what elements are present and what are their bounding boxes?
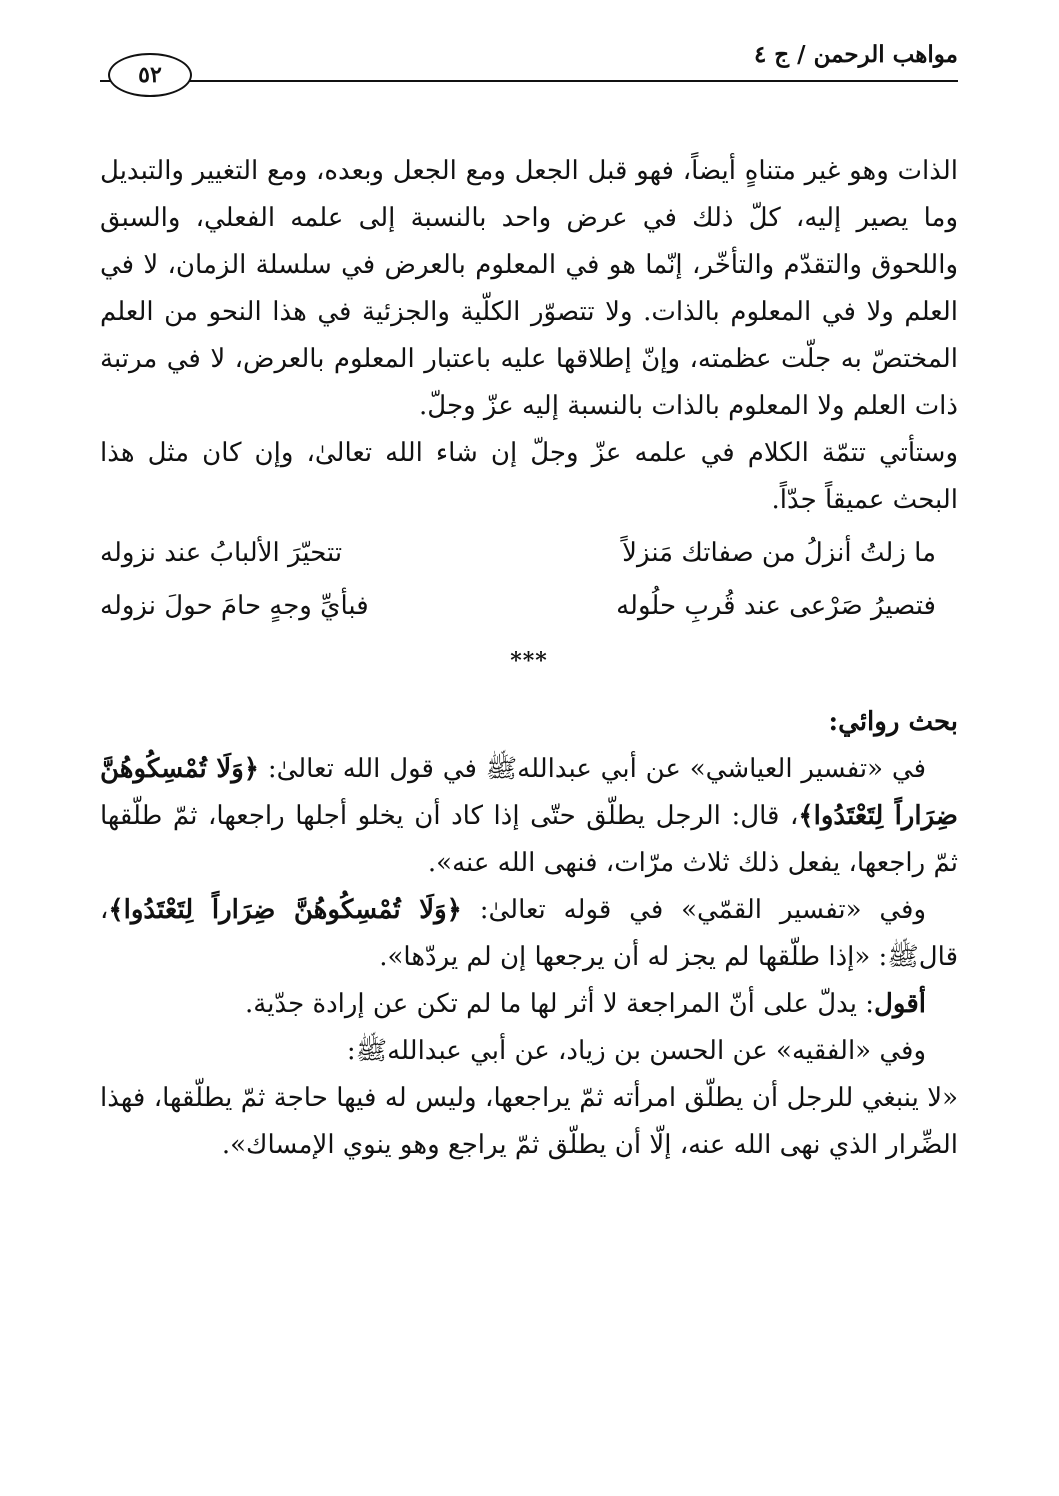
section-title: بحث روائي: [828,707,958,737]
honorific-symbol: ﷺ [485,754,518,784]
body-text [100,148,958,1169]
poem-hemistich-left: فبأيِّ وجهٍ حامَ حولَ نزوله [100,591,369,621]
page-header [100,35,958,88]
running-head: مواهب الرحمن / ج ٤ [753,41,958,68]
comment-text: : يدلّ على أنّ المراجعة لا أثر لها ما لم تكن عن إرادة جدّية. [245,989,875,1019]
poem-line-2 [100,583,958,630]
poem-line-1 [100,530,958,577]
paragraph-2: وستأتي تتمّة الكلام في علمه عزّ وجلّ إن شاء الله تعالىٰ، وإن كان مثل هذا البحث عميقاً جدّاً. [100,438,958,515]
quran-verse: ﴿وَلَا تُمْسِكُوهُنَّ ضِرَاراً لِتَعْتَدُوا﴾ [100,754,959,831]
honorific-symbol: ﷺ [355,1036,388,1066]
poem-hemistich-right: فتصيرُ صَرْعى عند قُربِ حلُوله [616,591,936,621]
narration-2-intro: وفي «تفسير القمّي» في قوله تعالىٰ: [461,895,926,925]
paragraph-1: الذات وهو غير متناهٍ أيضاً، فهو قبل الجعل ومع الجعل وبعده، ومع التغيير والتبديل وما يصير إليه، كلّ ذلك في عرض واحد بالنسبة إلى علمه الفعلي، والسبق واللحوق والتقدّم والتأخّر، إنّما هو في المعلوم بالعرض في سلسلة الزمان، لا في العلم ولا في المعلوم بالذات. ولا تتصوّر الكلّية والجزئية في هذا النحو من العلم المختصّ به جلّت عظمته، وإنّ إطلاقها عليه باعتبار المعلوم بالعرض، لا في مرتبة ذات العلم ولا المعلوم بالذات بالنسبة إليه عزّ وجلّ. [100,156,958,421]
poem-hemistich-right: ما زلتُ أنزلُ من صفاتك مَنزلاً [622,538,936,568]
header-rule [100,80,958,82]
narration-3-intro: وفي «الفقيه» عن الحسن بن زياد، عن أبي عبدالله [387,1036,926,1066]
narration-1 [100,746,958,887]
narration-1-text: ، قال: الرجل يطلّق حتّى إذا كاد أن يخلو أجلها راجعها، ثمّ طلّقها ثمّ راجعها، يفعل ذلك ثلاث مرّات، فنهى الله عنه». [100,801,958,878]
author-comment [100,981,958,1028]
honorific-symbol: ﷺ [887,942,919,972]
narration-3-quote: «لا ينبغي للرجل أن يطلّق امرأته ثمّ يراجعها، وليس له فيها حاجة ثمّ يطلّقها، فهذا الضِّرار الذي نهى الله عنه، إلّا أن يطلّق ثمّ يراجع وهو ينوي الإمساك». [100,1083,958,1160]
comment-label: أقول [874,989,926,1019]
poem-hemistich-left: تتحيّرَ الألبابُ عند نزوله [100,538,343,568]
narration-1-lead: في قول الله تعالىٰ: [259,754,486,784]
section-separator: *** [510,648,548,674]
narration-3-source [100,1028,958,1075]
page-number: ٥٢ [108,53,192,97]
narration-2-lead: ، قال [100,895,958,972]
narration-3-colon: : [346,1036,356,1066]
narration-2 [100,887,958,981]
narration-2-text: : «إذا طلّقها لم يجز له أن يرجعها إن لم يردّها». [379,942,888,972]
quran-verse: ﴿وَلَا تُمْسِكُوهُنَّ ضِرَاراً لِتَعْتَدُوا﴾ [108,895,462,925]
narration-1-intro: في «تفسير العياشي» عن أبي عبدالله [517,754,926,784]
